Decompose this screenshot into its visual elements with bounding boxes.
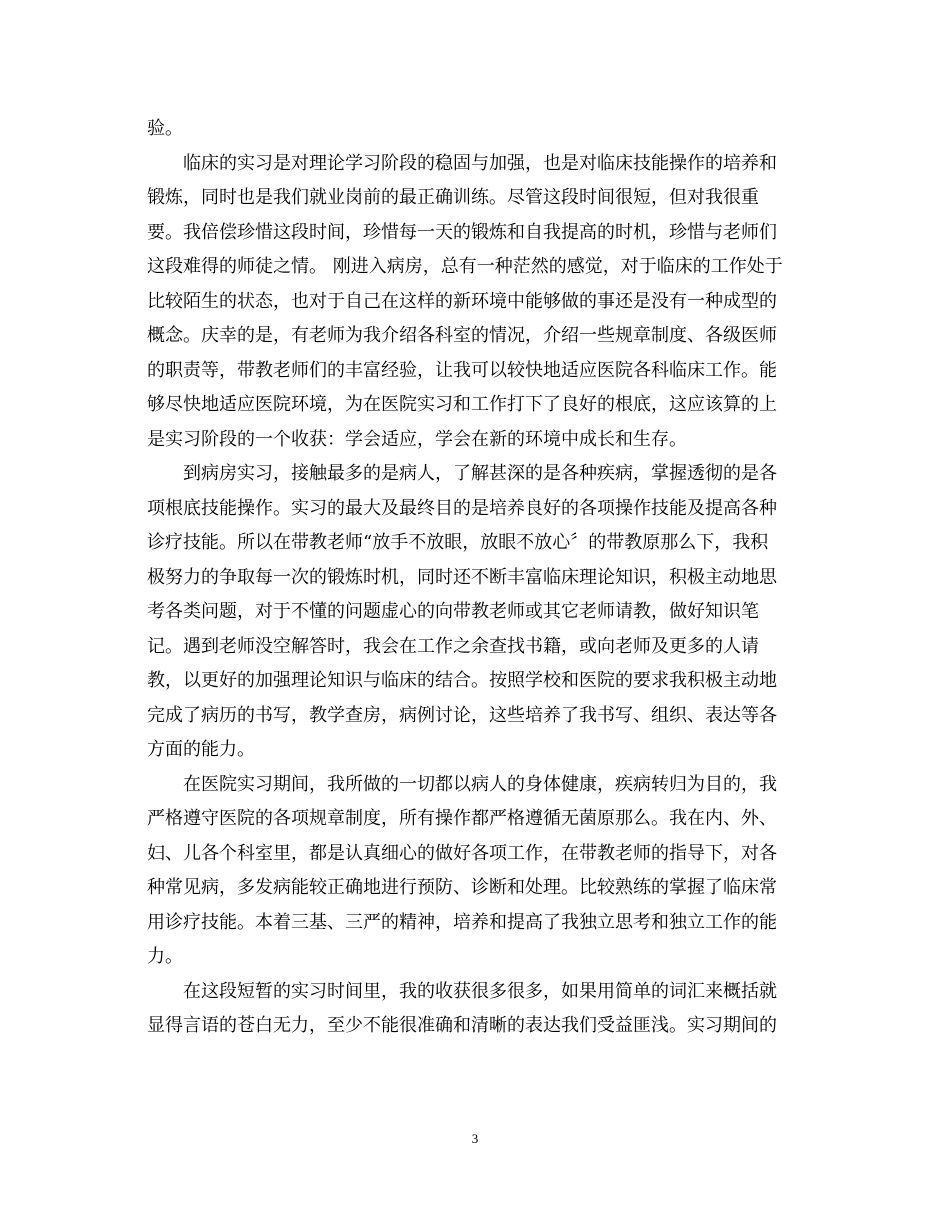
text-line: 验。 (147, 118, 183, 139)
text-line: 到病房实习，接触最多的是病人，了解甚深的是各种疾病，掌握透彻的是各 (147, 463, 777, 484)
text-line: 妇、儿各个科室里，都是认真细心的做好各项工作，在带教老师的指导下，对各 (147, 842, 777, 864)
text-line: 锻炼，同时也是我们就业岗前的最正确训练。尽管这段时间很短，但对我很重 (147, 187, 759, 208)
text-line: 教，以更好的加强理论知识与临床的结合。按照学校和医院的要求我积极主动地 (147, 670, 777, 691)
text-line: 比较陌生的状态，也对于自己在这样的新环境中能够做的事还是没有一种成型的 (147, 290, 777, 312)
body-text (147, 112, 807, 1044)
page-number: 3 (471, 1131, 479, 1146)
text-line: 这段难得的师徒之情。 刚进入病房，总有一种茫然的感觉，对于临床的工作处于 (147, 256, 783, 277)
text-line: 概念。庆幸的是，有老师为我介绍各科室的情况，介绍一些规章制度、各级医师 (147, 325, 777, 346)
text-line: 极努力的争取每一次的锻炼时机，同时还不断丰富临床理论知识，积极主动地思 (147, 566, 777, 588)
text-line: 诊疗技能。所以在带教老师“放手不放眼，放眼不放心〞的带教原那么下，我积 (147, 532, 769, 553)
text-line: 在这段短暂的实习时间里，我的收获很多很多，如果用简单的词汇来概括就 (147, 980, 777, 1002)
text-line: 的职责等，带教老师们的丰富经验，让我可以较快地适应医院各科临床工作。能 (147, 359, 777, 381)
text-line: 够尽快地适应医院环境，为在医院实习和工作打下了良好的根底，这应该算的上 (147, 394, 777, 415)
text-line: 在医院实习期间，我所做的一切都以病人的身体健康，疾病转归为目的，我 (147, 773, 777, 795)
text-line: 记。遇到老师没空解答时，我会在工作之余查找书籍，或向老师及更多的人请 (147, 635, 759, 657)
text-line: 项根底技能操作。实习的最大及最终目的是培养良好的各项操作技能及提高各种 (147, 497, 777, 519)
text-line: 显得言语的苍白无力，至少不能很准确和清晰的表达我们受益匪浅。实习期间的 (147, 1015, 777, 1036)
text-line: 严格遵守医院的各项规章制度，所有操作都严格遵循无菌原那么。我在内、外、 (147, 808, 777, 829)
text-line: 方面的能力。 (147, 739, 255, 760)
text-line: 用诊疗技能。本着三基、三严的精神，培养和提高了我独立思考和独立工作的能 (147, 911, 777, 933)
text-line: 是实习阶段的一个收获：学会适应，学会在新的环境中成长和生存。 (147, 428, 687, 450)
text-line: 考各类问题，对于不懂的问题虚心的向带教老师或其它老师请教，做好知识笔 (147, 601, 759, 622)
text-line: 临床的实习是对理论学习阶段的稳固与加强，也是对临床技能操作的培养和 (147, 152, 777, 174)
text-line: 种常见病，多发病能较正确地进行预防、诊断和处理。比较熟练的掌握了临床常 (147, 877, 777, 898)
text-line: 完成了病历的书写，教学查房，病例讨论，这些培养了我书写、组织、表达等各 (147, 704, 777, 726)
text-line: 要。我倍偿珍惜这段时间，珍惜每一天的锻炼和自我提高的时机，珍惜与老师们 (147, 221, 777, 243)
text-line: 力。 (147, 946, 183, 967)
